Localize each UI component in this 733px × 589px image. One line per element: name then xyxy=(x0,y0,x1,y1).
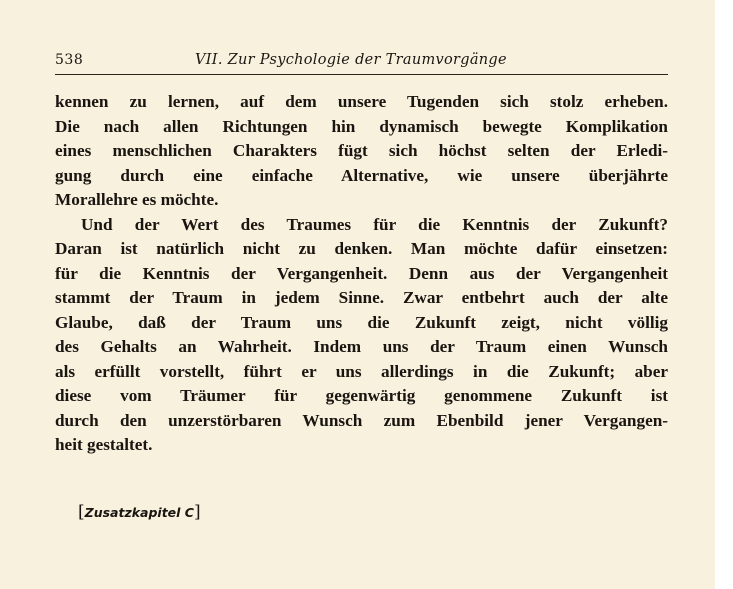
running-title: VII. Zur Psychologie der Traumvorgänge xyxy=(195,52,507,68)
text-line: als erfüllt vorstellt, führt er uns allerdings in die Zukunft; aber xyxy=(55,361,668,381)
text-line: Daran ist natürlich nicht zu denken. Man möchte dafür einsetzen: xyxy=(55,239,668,258)
text-line: diese vom Träumer für gegenwärtig genommene Zukunft ist xyxy=(55,386,668,405)
note-text: Zusatzkapitel C xyxy=(84,505,194,520)
text-line: Und der Wert des Traumes für die Kenntnis der Zukunft? xyxy=(81,214,668,234)
body-text xyxy=(55,90,668,458)
scan-margin xyxy=(715,0,733,589)
note-close-bracket: ] xyxy=(193,502,201,522)
text-line: des Gehalts an Wahrheit. Indem uns der Traum einen Wunsch xyxy=(55,337,668,356)
editorial-note xyxy=(78,502,201,522)
text-line: für die Kenntnis der Vergangenheit. Denn aus der Vergangenheit xyxy=(55,263,668,283)
note-open-bracket: [ xyxy=(78,502,85,522)
text-line: Glaube, daß der Traum uns die Zukunft zeigt, nicht völlig xyxy=(55,312,668,332)
text-line: stammt der Traum in jedem Sinne. Zwar entbehrt auch der alte xyxy=(55,288,668,307)
text-line: Morallehre es möchte. xyxy=(55,190,219,209)
text-line: kennen zu lernen, auf dem unsere Tugenden sich stolz erheben. xyxy=(55,92,668,111)
text-line: heit gestaltet. xyxy=(55,435,153,454)
text-line: Die nach allen Richtungen hin dynamisch bewegte Komplikation xyxy=(55,116,668,136)
page-header xyxy=(55,52,668,75)
text-line: eines menschlichen Charakters fügt sich höchst selten der Erledi- xyxy=(55,141,668,160)
text-line: durch den unzerstörbaren Wunsch zum Ebenbild jener Vergangen- xyxy=(55,410,668,430)
text-line: gung durch eine einfache Alternative, wie unsere überjährte xyxy=(55,165,668,185)
page-number: 538 xyxy=(55,52,84,68)
